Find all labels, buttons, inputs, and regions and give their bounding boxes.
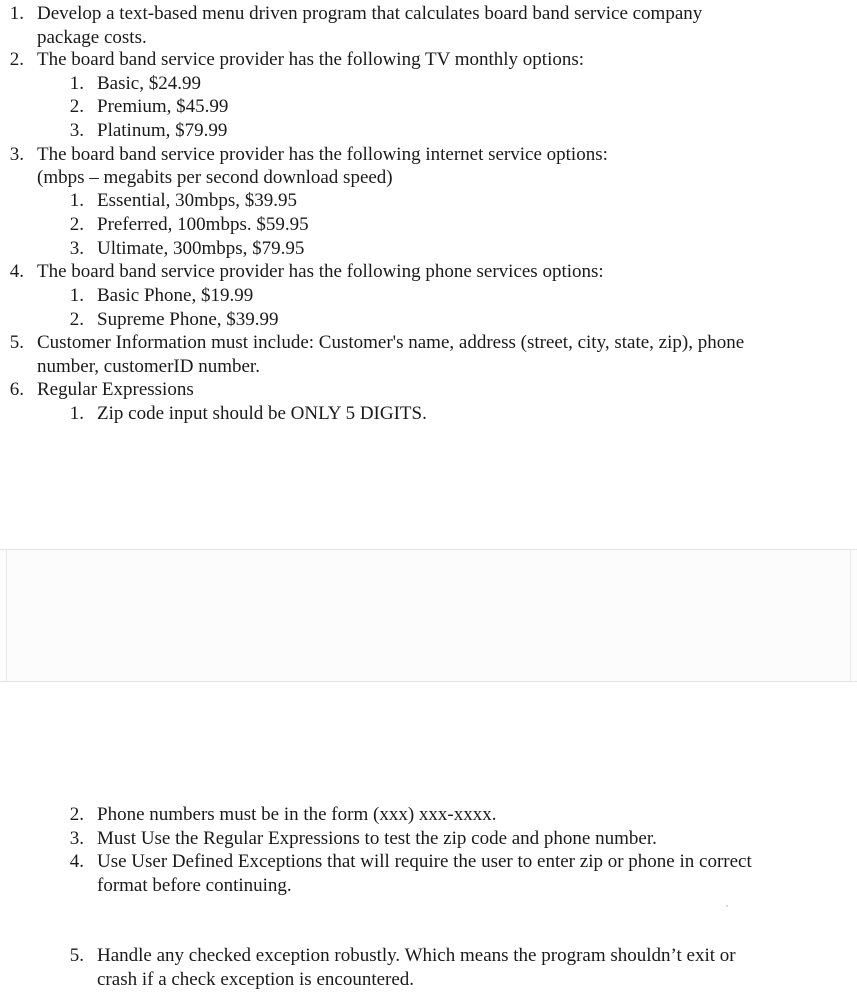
list-number: 3. <box>69 120 84 141</box>
page-seam <box>0 549 857 682</box>
list-text: Customer Information must include: Customer's name, address (street, city, state, zip), phone number, customerID number. <box>37 332 745 377</box>
list-number: 4. <box>9 261 24 282</box>
list-number: 3. <box>69 238 84 259</box>
list-number: 2. <box>69 214 84 235</box>
list-number: 2. <box>69 804 84 825</box>
list-number: 3. <box>69 828 84 849</box>
list-text: Essential, 30mbps, $39.95 <box>97 190 298 211</box>
list-text: Must Use the Regular Expressions to test the zip code and phone number. <box>97 828 657 849</box>
list-text: Platinum, $79.99 <box>97 120 228 141</box>
page-edge-right <box>850 550 857 681</box>
list-text: Supreme Phone, $39.99 <box>97 309 279 330</box>
list-number: 1. <box>69 190 84 211</box>
list-number: 1. <box>69 285 84 306</box>
list-text: Handle any checked exception robustly. Which means the program shouldn’t exit or crash if a check exception is encountered. <box>97 945 736 990</box>
list-text: Preferred, 100mbps. $59.95 <box>97 214 309 235</box>
list-text: Premium, $45.99 <box>97 96 229 117</box>
list-number: 1. <box>9 3 24 24</box>
list-text: The board band service provider has the following TV monthly options: <box>37 49 585 70</box>
list-number: 5. <box>69 945 84 966</box>
list-number: 1. <box>69 73 84 94</box>
list-text: Develop a text-based menu driven program that calculates board band service company package costs. <box>37 3 703 48</box>
list-text: The board band service provider has the following phone services options: <box>37 261 604 282</box>
list-number: 6. <box>9 379 24 400</box>
list-number: 3. <box>9 144 24 165</box>
list-number: 2. <box>69 96 84 117</box>
list-text: Zip code input should be ONLY 5 DIGITS. <box>97 403 427 424</box>
list-number: 1. <box>69 403 84 424</box>
list-text: Regular Expressions <box>37 379 194 400</box>
list-number: 4. <box>69 851 84 872</box>
list-text: The board band service provider has the following internet service options: <box>37 144 608 165</box>
list-number: 2. <box>69 309 84 330</box>
list-text: Phone numbers must be in the form (xxx) xxx-xxxx. <box>97 804 497 825</box>
stray-mark <box>726 905 728 907</box>
list-text: Basic, $24.99 <box>97 73 201 94</box>
list-text: Basic Phone, $19.99 <box>97 285 254 306</box>
list-text: (mbps – megabits per second download speed) <box>37 167 393 188</box>
list-text: Use User Defined Exceptions that will require the user to enter zip or phone in correct format before continuing. <box>97 851 752 896</box>
list-number: 5. <box>9 332 24 353</box>
list-number: 2. <box>9 49 24 70</box>
page-edge-left <box>0 550 7 681</box>
list-text: Ultimate, 300mbps, $79.95 <box>97 238 305 259</box>
